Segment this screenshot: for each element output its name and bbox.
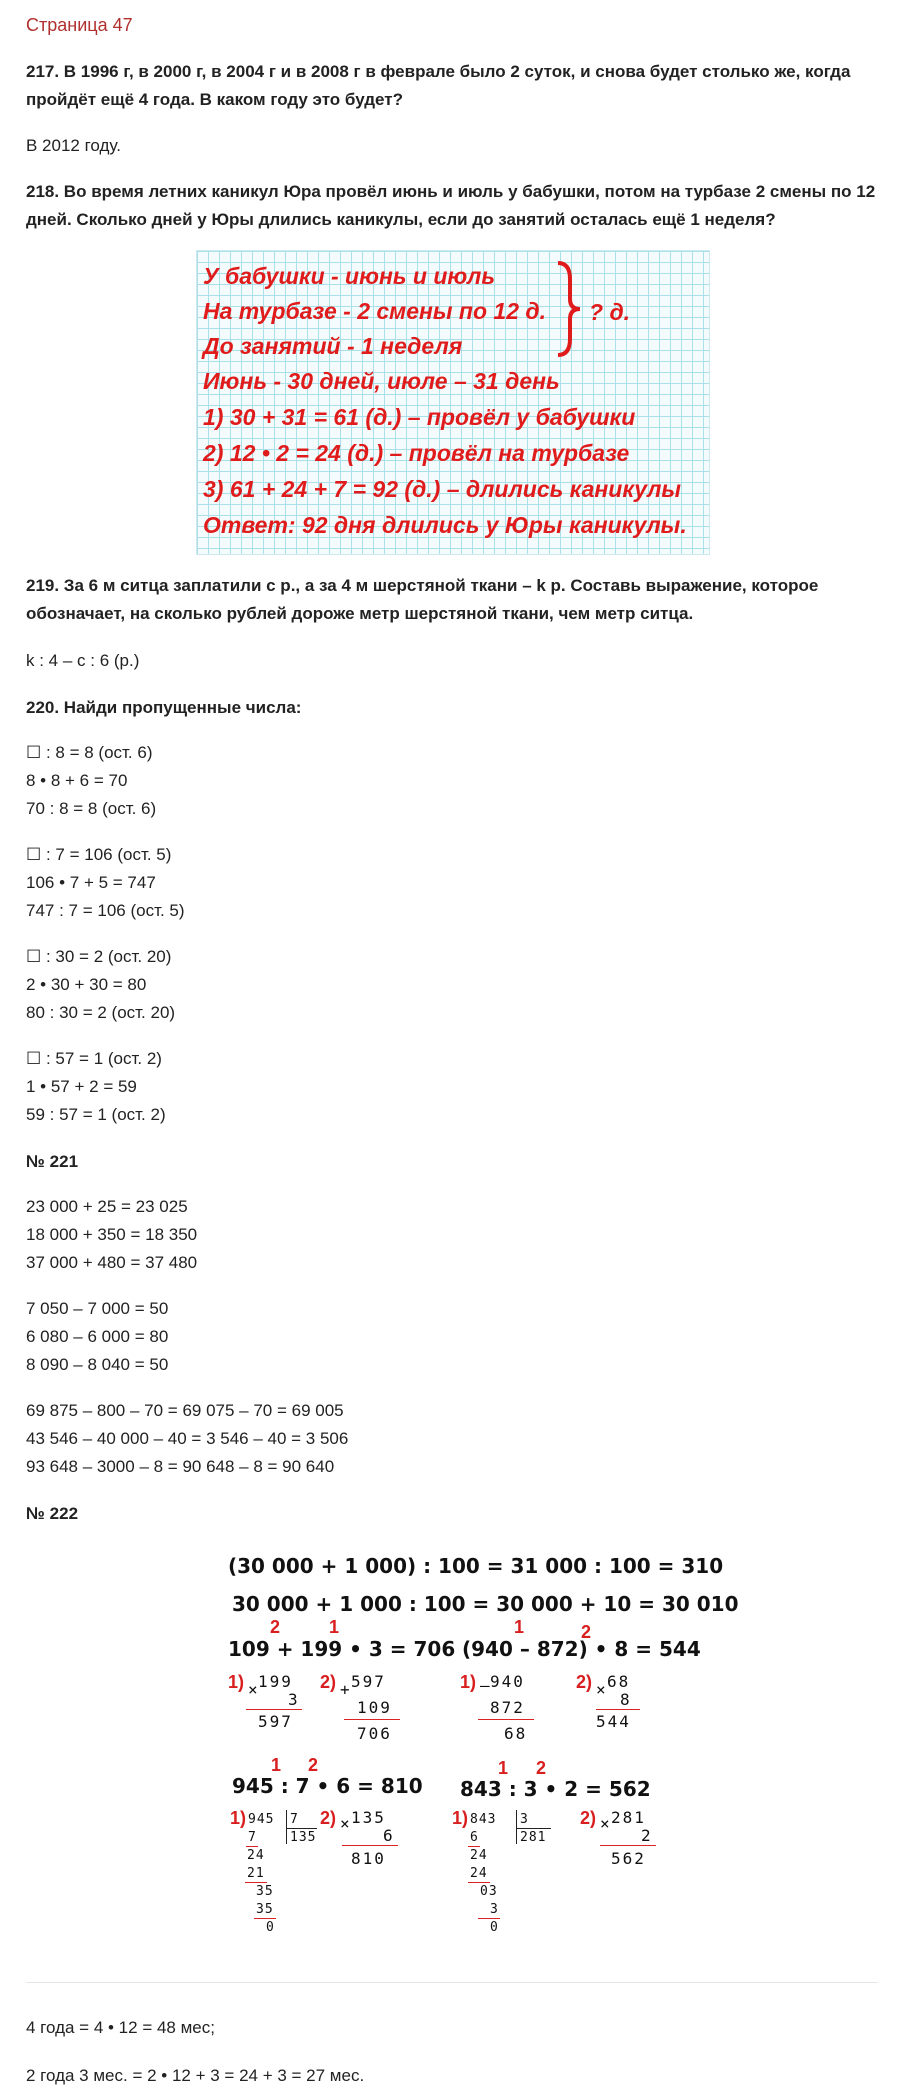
step-label: 2) <box>576 1672 593 1692</box>
answer-217: В 2012 году. <box>26 136 121 155</box>
text-line: 1 • 57 + 2 = 59 <box>26 1077 137 1096</box>
division-step: 24 <box>247 1848 265 1863</box>
order-number: 2 <box>581 1622 592 1642</box>
order-number: 1 <box>514 1617 525 1637</box>
order-number: 2 <box>308 1755 319 1775</box>
operation-sign: + <box>340 1680 352 1699</box>
text-line: 7 050 – 7 000 = 50 <box>26 1299 169 1318</box>
text-line: 93 648 – 3000 – 8 = 90 648 – 8 = 90 640 <box>26 1457 335 1476</box>
question-220: 220. Найди пропущенные числа: <box>26 698 302 717</box>
operation-sign: × <box>596 1680 608 1699</box>
text-line: 4 года = 4 • 12 = 48 мес; <box>26 2018 215 2037</box>
note-line: 2) 12 • 2 = 24 (д.) – провёл на турбазе <box>203 440 630 466</box>
order-number: 1 <box>498 1758 509 1778</box>
quotient: 135 <box>290 1830 317 1845</box>
text-line: 106 • 7 + 5 = 747 <box>26 873 156 892</box>
text-line: 80 : 30 = 2 (ост. 20) <box>26 1003 176 1022</box>
column-number: 2 <box>641 1826 653 1845</box>
column-number: 6 <box>383 1826 395 1845</box>
text-line: ☐ : 30 = 2 (ост. 20) <box>26 947 172 966</box>
text-line: ☐ : 57 = 1 (ост. 2) <box>26 1049 162 1068</box>
dividend: 843 <box>470 1812 497 1827</box>
division-step: 35 <box>256 1902 274 1917</box>
note-line: Июнь - 30 дней, июле – 31 день <box>203 368 560 394</box>
operation-sign: – <box>480 1676 492 1695</box>
text-line: 59 : 57 = 1 (ост. 2) <box>26 1105 166 1124</box>
text-line: ☐ : 8 = 8 (ост. 6) <box>26 743 153 762</box>
text-line: 37 000 + 480 = 37 480 <box>26 1253 198 1272</box>
column-number: 597 <box>258 1712 293 1731</box>
column-number: 68 <box>607 1672 631 1691</box>
question-219: 219. За 6 м ситца заплатили с р., а за 4 м шерстяной ткани – k р. Составь выражение, которое обозначает, на сколько рублей дороже метр шерстяной ткани, чем метр ситца. <box>26 576 819 623</box>
operation-sign: × <box>600 1814 612 1833</box>
divisor: 7 <box>290 1812 299 1827</box>
curly-brace-icon <box>554 259 584 359</box>
solution-notebook-image <box>196 250 710 555</box>
text-line: 69 875 – 800 – 70 = 69 075 – 70 = 69 005 <box>26 1401 344 1420</box>
column-number: 810 <box>351 1849 386 1868</box>
expression-line: (30 000 + 1 000) : 100 = 31 000 : 100 = 310 <box>228 1554 724 1578</box>
text-line: 6 080 – 6 000 = 80 <box>26 1327 169 1346</box>
division-step: 0 <box>490 1920 499 1935</box>
column-number: 281 <box>611 1808 646 1827</box>
page-header: Страница 47 <box>26 15 133 35</box>
operation-sign: × <box>340 1814 352 1833</box>
step-label: 1) <box>460 1672 477 1692</box>
title-222: № 222 <box>26 1504 79 1523</box>
note-line: Ответ: 92 дня длились у Юры каникулы. <box>203 512 687 538</box>
column-number: 597 <box>351 1672 386 1691</box>
divisor: 3 <box>520 1812 529 1827</box>
note-line: У бабушки - июнь и июль <box>203 263 495 289</box>
brace-label: ? д. <box>589 299 631 325</box>
division-step: 0 <box>266 1920 275 1935</box>
order-number: 1 <box>329 1617 340 1637</box>
text-line: 70 : 8 = 8 (ост. 6) <box>26 799 157 818</box>
column-number: 109 <box>357 1698 392 1717</box>
order-number: 2 <box>536 1758 547 1778</box>
column-number: 562 <box>611 1849 646 1868</box>
column-number: 872 <box>490 1698 525 1717</box>
column-number: 3 <box>288 1690 300 1709</box>
division-step: 3 <box>490 1902 499 1917</box>
question-218: 218. Во время летних каникул Юра провёл июнь и июль у бабушки, потом на турбазе 2 смены по 12 дней. Сколько дней у Юры длились каникулы, если до занятий осталась ещё 1 неделя? <box>26 182 876 229</box>
text-line: 43 546 – 40 000 – 40 = 3 546 – 40 = 3 506 <box>26 1429 349 1448</box>
expression-line: 30 000 + 1 000 : 100 = 30 000 + 10 = 30 010 <box>232 1592 739 1616</box>
division-step: 24 <box>470 1866 488 1881</box>
column-number: 544 <box>596 1712 631 1731</box>
text-line: 8 • 8 + 6 = 70 <box>26 771 128 790</box>
division-step: 21 <box>247 1866 265 1881</box>
dividend: 945 <box>248 1812 275 1827</box>
step-label: 2) <box>320 1672 337 1692</box>
division-step: 7 <box>248 1830 257 1845</box>
title-221: № 221 <box>26 1152 79 1171</box>
expression: (940 – 872) • 8 = 544 <box>462 1637 701 1661</box>
step-label: 2) <box>580 1808 597 1828</box>
note-line: На турбазе - 2 смены по 12 д. <box>203 298 546 324</box>
operation-sign: × <box>248 1680 260 1699</box>
expression: 109 + 199 • 3 = 706 <box>228 1637 456 1661</box>
division-step: 6 <box>470 1830 479 1845</box>
column-number: 8 <box>620 1690 632 1709</box>
order-number: 1 <box>271 1755 282 1775</box>
column-number: 68 <box>504 1724 528 1743</box>
step-label: 1) <box>230 1808 247 1828</box>
text-line: 23 000 + 25 = 23 025 <box>26 1197 188 1216</box>
expression: 945 : 7 • 6 = 810 <box>232 1774 423 1798</box>
text-line: ☐ : 7 = 106 (ост. 5) <box>26 845 172 864</box>
order-number: 2 <box>270 1617 281 1637</box>
answer-219: k : 4 – c : 6 (р.) <box>26 651 140 670</box>
text-line: 2 • 30 + 30 = 80 <box>26 975 147 994</box>
note-line: 3) 61 + 24 + 7 = 92 (д.) – длились каникулы <box>203 476 682 502</box>
division-step: 24 <box>470 1848 488 1863</box>
divider <box>26 1982 878 1983</box>
step-label: 1) <box>228 1672 245 1692</box>
division-step: 35 <box>256 1884 274 1899</box>
column-number: 135 <box>351 1808 386 1827</box>
column-number: 199 <box>258 1672 293 1691</box>
step-label: 1) <box>452 1808 469 1828</box>
quotient: 281 <box>520 1830 547 1845</box>
note-line: До занятий - 1 неделя <box>203 333 463 359</box>
expression: 843 : 3 • 2 = 562 <box>460 1777 651 1801</box>
column-number: 706 <box>357 1724 392 1743</box>
note-line: 1) 30 + 31 = 61 (д.) – провёл у бабушки <box>203 404 636 430</box>
step-label: 2) <box>320 1808 337 1828</box>
text-line: 8 090 – 8 040 = 50 <box>26 1355 169 1374</box>
column-number: 940 <box>490 1672 525 1691</box>
division-step: 03 <box>480 1884 498 1899</box>
text-line: 747 : 7 = 106 (ост. 5) <box>26 901 185 920</box>
question-217: 217. В 1996 г, в 2000 г, в 2004 г и в 2008 г в феврале было 2 суток, и снова будет столько же, когда пройдёт ещё 4 года. В каком году это будет? <box>26 62 851 109</box>
text-line: 2 года 3 мес. = 2 • 12 + 3 = 24 + 3 = 27 мес. <box>26 2066 365 2085</box>
text-line: 18 000 + 350 = 18 350 <box>26 1225 198 1244</box>
